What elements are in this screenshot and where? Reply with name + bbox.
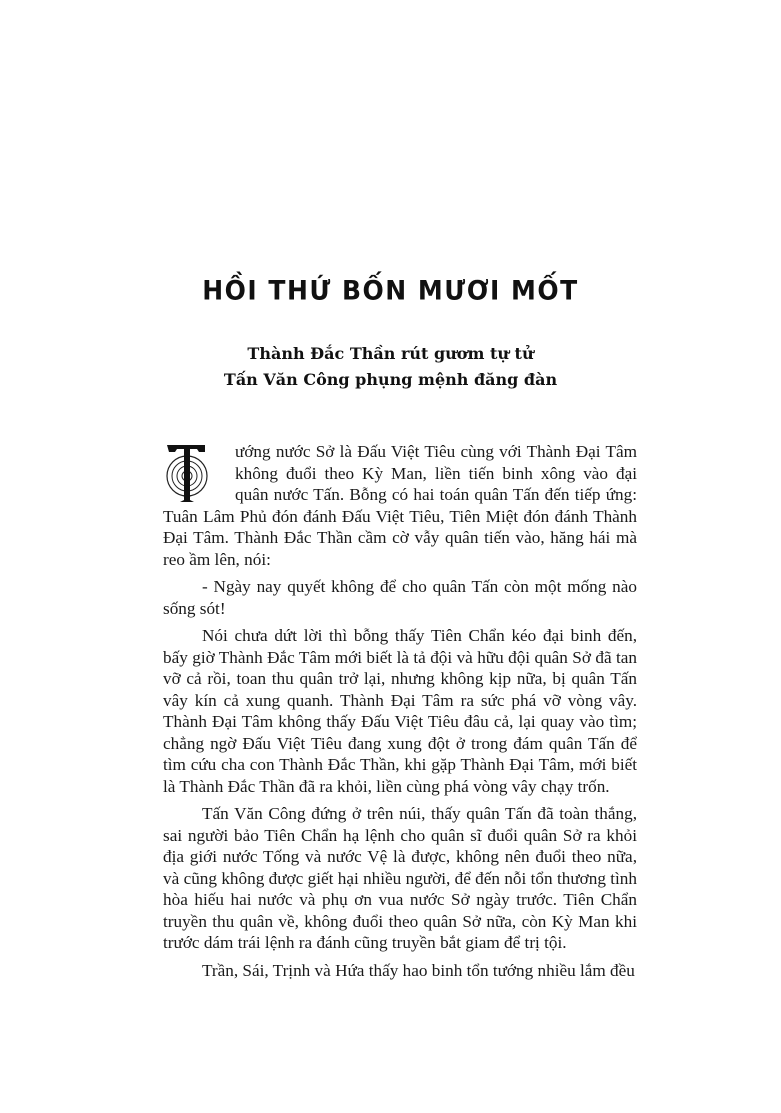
paragraph-3: Nói chưa dứt lời thì bỗng thấy Tiên Chẩn kéo đại binh đến, bấy giờ Thành Đắc Tâm mới biết là tả đội và hữu đội quân Sở đã tan vỡ cả rồi, toan thu quân trở lại, nhưng không kịp nữa, bị quân Tấn vây kín cả xung quanh. Thành Đại Tâm ra sức phá vỡ vòng vây. Thành Đại Tâm không thấy Đấu Việt Tiêu đâu cả, lại quay vào tìm; chẳng ngờ Đấu Việt Tiêu đang xung đột ở trong đám quân Tấn để tìm cứu cha con Thành Đắc Thần, khi gặp Thành Đại Tâm, mới biết là Thành Đắc Thần đã ra khỏi, liền cùng phá vòng vây chạy trốn. <box>163 626 637 796</box>
paragraph-4: Tấn Văn Công đứng ở trên núi, thấy quân Tấn đã toàn thắng, sai người bảo Tiên Chẩn hạ lệnh cho quân sĩ đuổi quân Sở ra khỏi địa giới nước Tống và nước Vệ là được, không nên đuổi theo nữa, và cũng không được giết hại nhiều người, để đến nỗi tổn thương tình hòa hiếu hai nước và phụ ơn vua nước Sở ngày trước. Tiên Chẩn truyền thu quân về, không đuổi theo quân Sở nữa, còn Kỳ Man khi trước dám trái lệnh ra đánh cũng truyền bắt giam để trị tội. <box>163 804 637 952</box>
chapter-subtitle-line2: Tấn Văn Công phụng mệnh đăng đàn <box>223 370 558 389</box>
paragraph-5: Trần, Sái, Trịnh và Hứa thấy hao binh tổn tướng nhiều lắm đều <box>202 960 635 980</box>
paragraph-2: - Ngày nay quyết không để cho quân Tấn còn một mống nào sống sót! <box>163 577 637 618</box>
drop-cap-ornament <box>163 442 229 504</box>
chapter-subtitle-line1: Thành Đắc Thần rút gươm tự tử <box>247 344 534 363</box>
chapter-title: HỒI THỨ BỐN MƯƠI MỐT <box>202 274 579 307</box>
chapter-body <box>163 441 637 987</box>
paragraph-1-text: ướng nước Sở là Đấu Việt Tiêu cùng với Thành Đại Tâm không đuổi theo Kỳ Man, liền tiến binh xông vào đại quân nước Tấn. Bỗng có hai toán quân Tấn đến tiếp ứng: Tuân Lâm Phủ đón đánh Đấu Việt Tiêu, Tiên Miệt đón đánh Thành Đại Tâm. Thành Đắc Thần cầm cờ vẫy quân tiến vào, hăng hái mà reo ầm lên, nói: <box>163 442 637 569</box>
paragraph-1 <box>163 441 637 570</box>
